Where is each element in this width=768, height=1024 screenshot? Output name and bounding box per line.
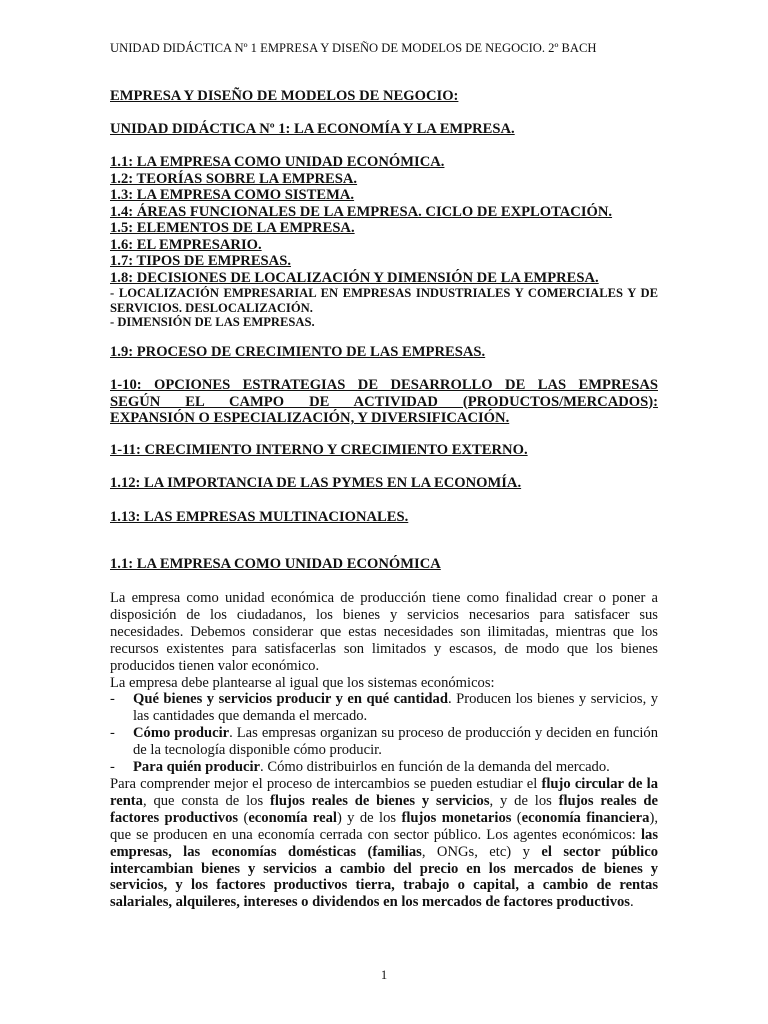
unit-title: UNIDAD DIDÁCTICA Nº 1: LA ECONOMÍA Y LA EMPRESA. (110, 121, 515, 137)
running-header: UNIDAD DIDÁCTICA Nº 1 EMPRESA Y DISEÑO DE MODELOS DE NEGOCIO. 2º BACH (110, 41, 597, 55)
text-run: . (629, 894, 634, 911)
bullet-text: . Cómo distribuirlos en función de la demanda del mercado. (260, 759, 610, 776)
bullet-dash: - (110, 759, 115, 776)
paragraph: La empresa debe plantearse al igual que los sistemas económicos: (110, 674, 495, 691)
paragraph: La empresa como unidad económica de producción tiene como finalidad crear o poner a disposición de los ciudadanos, los bienes y servicios necesarios para satisfacer sus necesidades. Debemos considerar que estas necesidades son ilimitadas, mientras que los recursos existentes para satisfacerlas son limitados y escasos, de modo que los bienes producidos tienen valor económico. (110, 590, 658, 674)
text-run: ), que se producen en una economía cerrada con sector público. Los agentes económicos: (110, 809, 658, 843)
section-body (110, 590, 658, 911)
toc-subitem: - DIMENSIÓN DE LAS EMPRESAS. (110, 315, 315, 329)
toc-subitem: - LOCALIZACIÓN EMPRESARIAL EN EMPRESAS INDUSTRIALES Y COMERCIALES Y DE SERVICIOS. DESLOCALIZACIÓN. (110, 286, 658, 315)
bullet-bold: Cómo producir (133, 725, 230, 742)
text-run: Para comprender mejor el proceso de intercambios se pueden estudiar el (110, 775, 542, 792)
text-run-bold: flujo circular de la renta (110, 775, 658, 809)
text-run: , que consta de los (142, 792, 270, 809)
list-item (110, 725, 658, 759)
text-run: , ONGs, etc) y (421, 843, 542, 860)
toc-item: 1.4: ÁREAS FUNCIONALES DE LA EMPRESA. CICLO DE EXPLOTACIÓN. (110, 203, 613, 220)
bullet-dash: - (110, 691, 115, 708)
toc-item: 1-11: CRECIMIENTO INTERNO Y CRECIMIENTO EXTERNO. (110, 442, 528, 458)
toc-item-line: 1-10: OPCIONES ESTRATEGIAS DE DESARROLLO DE LAS EMPRESAS (110, 377, 658, 393)
toc-item: 1.2: TEORÍAS SOBRE LA EMPRESA. (110, 170, 358, 187)
section-heading: 1.1: LA EMPRESA COMO UNIDAD ECONÓMICA (110, 556, 441, 572)
text-run-bold: flujos reales de bienes y servicios (269, 792, 490, 809)
text-run-bold: flujos monetarios (401, 809, 512, 826)
toc-item: 1.13: LAS EMPRESAS MULTINACIONALES. (110, 509, 409, 525)
text-run-bold: el sector público intercambian bienes y servicios a cambio del precio en los mercados de bienes y servicios, y los factores productivos tierra, trabajo o capital, a cambio de rentas salariales, alquileres, intereses o dividendos en los mercados de factores productivos (110, 843, 658, 911)
toc-item-multiline (110, 377, 658, 427)
text-run: ( (238, 809, 249, 826)
text-run: , y de los (489, 792, 559, 809)
toc-item: 1.5: ELEMENTOS DE LA EMPRESA. (110, 220, 355, 236)
toc-item: 1.8: DECISIONES DE LOCALIZACIÓN Y DIMENSIÓN DE LA EMPRESA. (110, 269, 599, 286)
text-run: ( (511, 809, 522, 826)
toc-item: 1.9: PROCESO DE CRECIMIENTO DE LAS EMPRESAS. (110, 344, 486, 360)
table-of-contents (110, 154, 658, 330)
main-title: EMPRESA Y DISEÑO DE MODELOS DE NEGOCIO: (110, 88, 459, 104)
toc-item: 1.7: TIPOS DE EMPRESAS. (110, 253, 291, 269)
list-item (110, 691, 658, 725)
bullet-bold: Para quién producir (133, 759, 261, 776)
list-item (110, 759, 658, 776)
page-number: 1 (380, 968, 388, 982)
text-run: ) y de los (336, 809, 402, 826)
paragraph (110, 776, 658, 911)
toc-item: 1.12: LA IMPORTANCIA DE LAS PYMES EN LA ECONOMÍA. (110, 475, 522, 491)
toc-item: 1.1: LA EMPRESA COMO UNIDAD ECONÓMICA. (110, 154, 445, 170)
toc-item-line: EXPANSIÓN O ESPECIALIZACIÓN, Y DIVERSIFICACIÓN. (110, 410, 510, 426)
bullet-dash: - (110, 725, 115, 742)
bullet-text: . Producen los bienes y servicios, y las cantidades que demanda el mercado. (133, 691, 658, 725)
text-run-bold: flujos reales de factores productivos (110, 792, 658, 826)
toc-item-line: SEGÚN EL CAMPO DE ACTIVIDAD (PRODUCTOS/MERCADOS): (110, 393, 658, 410)
toc-item: 1.6: EL EMPRESARIO. (110, 236, 262, 253)
text-run-bold: economía financiera (521, 809, 650, 826)
text-run-bold: las empresas, las economías domésticas (familias (110, 826, 658, 860)
text-run-bold: economía real (248, 809, 337, 826)
bullet-bold: Qué bienes y servicios producir y en qué cantidad (133, 691, 448, 708)
bullet-text: . Las empresas organizan su proceso de producción y deciden en función de la tecnología disponible cómo producir. (133, 725, 658, 759)
toc-item: 1.3: LA EMPRESA COMO SISTEMA. (110, 187, 355, 203)
